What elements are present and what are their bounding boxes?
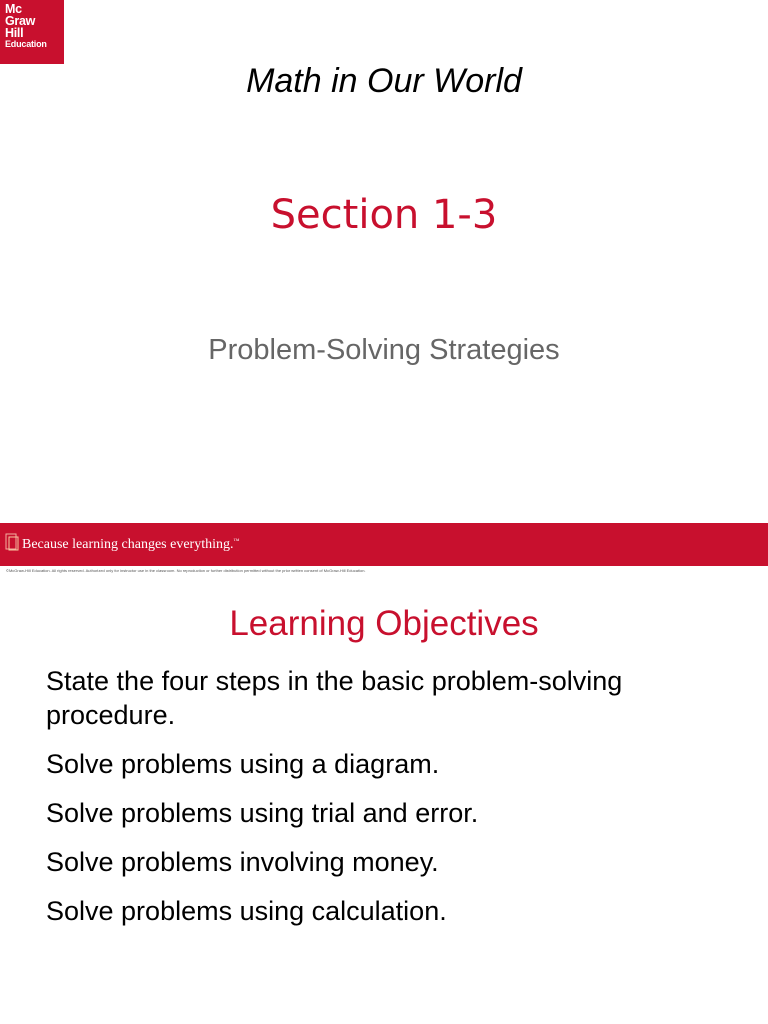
logo-line-2: Graw [5,14,36,28]
logo-line-3: Hill [5,26,24,40]
objectives-title: Learning Objectives [229,604,539,643]
logo-line-4: Education [5,39,47,49]
list-item: Solve problems using a diagram. [46,749,440,779]
objectives-slide [0,582,768,1024]
book-title: Math in Our World [246,62,522,100]
list-item: Solve problems using trial and error. [46,798,479,828]
objectives-list [46,664,736,943]
trademark-mark: ™ [233,538,240,545]
list-item: Solve problems involving money. [46,847,439,877]
brand-mark-icon [5,533,19,551]
copyright-notice: ©McGraw-Hill Education. All rights reserved. Authorized only for instructor use in the classroom. No reproduction or further distribution permitted without the prior written consent of McGraw-Hill Education. [6,568,366,573]
footer-band [0,523,768,566]
logo-line-1: Mc [5,2,22,16]
footer-tagline [22,537,239,553]
section-title: Section 1-3 [270,192,498,238]
mcgraw-hill-logo [0,0,64,64]
section-subtitle: Problem-Solving Strategies [208,334,560,366]
list-item: State the four steps in the basic problem-solving procedure. [46,666,623,730]
list-item: Solve problems using calculation. [46,896,447,926]
tagline-text: Because learning changes everything. [22,537,234,552]
